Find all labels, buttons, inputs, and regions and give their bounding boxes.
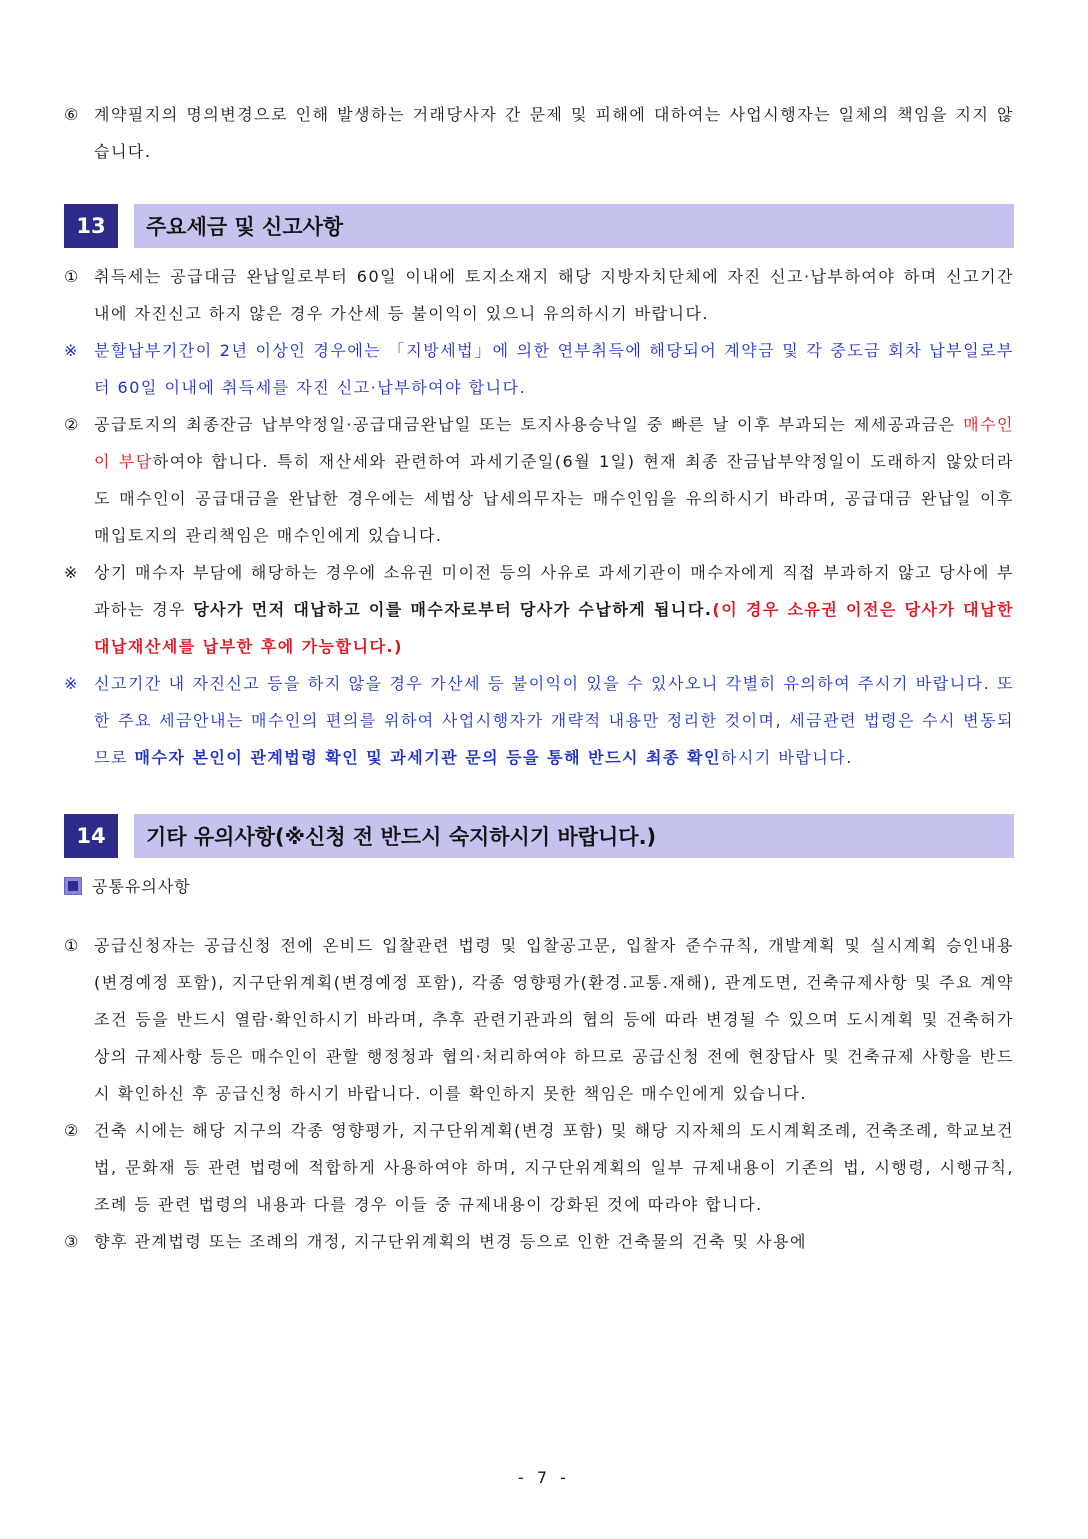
section13-note-3 [64, 665, 1014, 776]
note-marker: ※ [64, 341, 79, 360]
item-text-part: 공급토지의 최종잔금 납부약정일·공급대금완납일 또는 토지사용승낙일 중 빠른 날 이후 부과되는 제세공과금은 [94, 415, 964, 434]
item-text: 취득세는 공급대금 완납일로부터 60일 이내에 토지소재지 해당 지방자치단체에 자진 신고·납부하여야 하며 신고기간 내에 자진신고 하지 않은 경우 가산세 등 불이익이 있으니 유의하시기 바랍니다. [94, 267, 1014, 323]
section13-item-1 [64, 258, 1014, 332]
note-text-part: 상기 매수자 부담에 해당하는 경우에 소유권 미이전 등의 사유로 과세기관이 매수자에게 직접 부과하지 않고 당사에 부과하는 경우 [94, 563, 1014, 619]
section14-item-1 [64, 927, 1014, 1112]
section-number: 14 [64, 814, 118, 858]
bold-text: 매수자 본인이 관계법령 확인 및 과세기관 문의 등을 통해 반드시 최종 확인 [134, 748, 721, 767]
section-title: 기타 유의사항(※신청 전 반드시 숙지하시기 바랍니다.) [134, 814, 1014, 858]
item-marker: ② [64, 1121, 80, 1140]
section-title: 주요세금 및 신고사항 [134, 204, 1014, 248]
item-marker: ② [64, 415, 80, 434]
section13-note-1 [64, 332, 1014, 406]
item-text: 향후 관계법령 또는 조례의 개정, 지구단위계획의 변경 등으로 인한 건축물의 건축 및 사용에 [94, 1232, 807, 1251]
emphasis-text: 매수인이 부담 [94, 415, 1014, 471]
item-marker: ③ [64, 1232, 80, 1251]
note-text: 분할납부기간이 2년 이상인 경우에는 「지방세법」에 의한 연부취득에 해당되어 계약금 및 각 중도금 회차 납부일로부터 60일 이내에 취득세를 자진 신고·납부하여야 합니다. [94, 341, 1014, 397]
note-text-part: 신고기간 내 자진신고 등을 하지 않을 경우 가산세 등 불이익이 있을 수 있사오니 각별히 유의하여 주시기 바랍니다. 또한 주요 세금안내는 매수인의 편의를 위하여 사업시행자가 개략적 내용만 정리한 것이며, 세금관련 법령은 수시 변동되므로 [94, 674, 1014, 767]
item-text: 건축 시에는 해당 지구의 각종 영향평가, 지구단위계획(변경 포함) 및 해당 지자체의 도시계획조례, 건축조례, 학교보건법, 문화재 등 관련 법령에 적합하게 사용하여야 하며, 지구단위계획의 일부 규제내용이 기존의 법, 시행령, 시행규칙, 조례 등 관련 법령의 내용과 다를 경우 이들 중 규제내용이 강화된 것에 따라야 합니다. [94, 1121, 1014, 1214]
section-13-header [64, 204, 1014, 248]
emphasis-text: (이 경우 소유권 이전은 당사가 대납한 대납재산세를 납부한 후에 가능합니다.) [94, 600, 1014, 656]
subheading [64, 874, 1014, 897]
item-text-part: 하여야 합니다. 특히 재산세와 관련하여 과세기준일(6월 1일) 현재 최종 잔금납부약정일이 도래하지 않았더라도 매수인이 공급대금을 완납한 경우에는 세법상 납세의무자는 매수인임을 유의하시기 바라며, 공급대금 완납일 이후 매입토지의 관리책임은 매수인에게 있습니다. [94, 452, 1014, 545]
bold-text: 당사가 먼저 대납하고 이를 매수자로부터 당사가 수납하게 됩니다. [193, 600, 713, 619]
item-marker: ① [64, 267, 80, 286]
section-14-header [64, 814, 1014, 858]
intro-item-6 [64, 96, 1014, 170]
section13-item-2 [64, 406, 1014, 554]
section13-note-2 [64, 554, 1014, 665]
subheading-text: 공통유의사항 [92, 877, 191, 896]
note-marker: ※ [64, 674, 79, 693]
note-marker: ※ [64, 563, 79, 582]
section14-item-3 [64, 1223, 1014, 1260]
document-page [64, 96, 1014, 1260]
square-bullet-icon [64, 877, 82, 895]
item-text: 공급신청자는 공급신청 전에 온비드 입찰관련 법령 및 입찰공고문, 입찰자 준수규칙, 개발계획 및 실시계획 승인내용(변경예정 포함), 지구단위계획(변경예정 포함), 각종 영향평가(환경.교통.재해), 관계도면, 건축규제사항 및 주요 계약조건 등을 반드시 열람·확인하시기 바라며, 추후 관련기관과의 협의 등에 따라 변경될 수 있으며 도시계획 및 건축허가 상의 규제사항 등은 매수인이 관할 행정청과 협의·처리하여야 하므로 공급신청 전에 현장답사 및 건축규제 사항을 반드시 확인하신 후 공급신청 하시기 바랍니다. 이를 확인하지 못한 책임은 매수인에게 있습니다. [94, 936, 1014, 1103]
item-marker: ⑥ [64, 105, 80, 124]
note-text-part: 하시기 바랍니다. [720, 748, 853, 767]
item-marker: ① [64, 936, 80, 955]
section14-item-2 [64, 1112, 1014, 1223]
section-number: 13 [64, 204, 118, 248]
page-number: - 7 - [518, 1468, 570, 1487]
item-text: 계약필지의 명의변경으로 인해 발생하는 거래당사자 간 문제 및 피해에 대하여는 사업시행자는 일체의 책임을 지지 않습니다. [94, 105, 1014, 161]
